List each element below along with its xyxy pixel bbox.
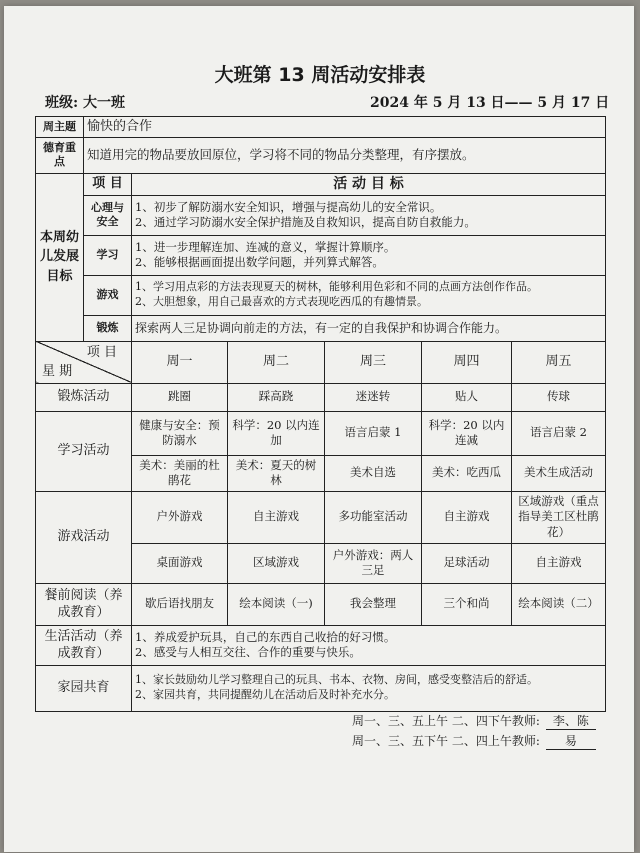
exercise-cell: 贴人 (422, 383, 512, 411)
life-label: 生活活动（养成教育） (36, 625, 132, 665)
life-line: 2、感受与人相互交往、合作的重要与快乐。 (135, 645, 361, 660)
day-header: 周五 (512, 341, 606, 383)
goal-row (36, 235, 606, 275)
learning-cell: 健康与安全：预防溺水 (132, 411, 228, 455)
goal-line: 2、大胆想象，用自己最喜欢的方式表现吃西瓜的有趣情景。 (135, 295, 428, 309)
reading-cell: 歇后语找朋友 (132, 583, 228, 625)
goal-line: 1、进一步理解连加、连减的意义，掌握计算顺序。 (135, 239, 396, 254)
goals-section-text: 本周幼儿发展目标 (39, 229, 79, 284)
week-theme-row (36, 117, 606, 138)
learning-cell: 美术自选 (325, 455, 422, 491)
learning-cell: 美术生成活动 (512, 455, 606, 491)
games-label: 游戏活动 (36, 491, 132, 583)
corner-bottom: 星 期 (42, 364, 73, 379)
signature-name: 李、陈 (546, 712, 596, 730)
exercise-row (36, 383, 606, 411)
reading-cell: 我会整理 (325, 583, 422, 625)
goal-line: 1、初步了解防溺水安全知识，增强与提高幼儿的安全常识。 (135, 199, 442, 214)
goal-row (36, 195, 606, 235)
games-cell: 自主游戏 (422, 491, 512, 543)
goal-lines (132, 235, 606, 275)
home-line: 1、家长鼓励幼儿学习整理自己的玩具、书本、衣物、房间，感受变整洁后的舒适。 (135, 673, 538, 687)
goal-label: 心理与安全 (84, 195, 132, 235)
goal-line: 探索两人三足协调向前走的方法，有一定的自我保护和协调合作能力。 (132, 315, 606, 341)
games-row (36, 491, 606, 543)
home-lines (132, 665, 606, 711)
games-cell: 区域游戏 (228, 543, 325, 583)
goal-label: 锻炼 (84, 315, 132, 341)
exercise-cell: 传球 (512, 383, 606, 411)
moral-label: 德育重点 (36, 137, 84, 173)
exercise-cell: 踩高跷 (228, 383, 325, 411)
date-range: 2024 年 5 月 13 日—— 5 月 17 日 (370, 95, 610, 111)
goals-header-row (36, 173, 606, 195)
life-row (36, 625, 606, 665)
signature-text: 周一、三、五下午 二、四上午教师: (352, 734, 540, 748)
home-row (36, 665, 606, 711)
moral-row (36, 137, 606, 173)
signature-text: 周一、三、五上午 二、四下午教师: (352, 714, 540, 728)
goal-lines (132, 275, 606, 315)
games-cell: 多功能室活动 (325, 491, 422, 543)
home-line: 2、家园共育，共同提醒幼儿在活动后及时补充水分。 (135, 688, 395, 702)
learning-cell: 科学：20 以内连加 (228, 411, 325, 455)
day-header: 周一 (132, 341, 228, 383)
goal-line: 1、学习用点彩的方法表现夏天的树林，能够利用色彩和不同的点画方法创作作品。 (135, 280, 538, 294)
learning-label: 学习活动 (36, 411, 132, 491)
reading-cell: 绘本阅读（一) (228, 583, 325, 625)
exercise-cell: 跳圈 (132, 383, 228, 411)
signature-line (352, 732, 596, 750)
goal-line: 2、能够根据画面提出数学问题，并列算式解答。 (135, 255, 384, 270)
class-label: 班级: 大一班 (45, 95, 126, 111)
day-header: 周三 (325, 341, 422, 383)
signature-line (352, 712, 596, 730)
goal-label: 游戏 (84, 275, 132, 315)
corner-header (36, 341, 132, 383)
games-cell: 桌面游戏 (132, 543, 228, 583)
learning-row (36, 411, 606, 455)
exercise-label: 锻炼活动 (36, 383, 132, 411)
learning-cell: 美术：夏天的树林 (228, 455, 325, 491)
goal-row (36, 275, 606, 315)
learning-cell: 语言启蒙 1 (325, 411, 422, 455)
reading-cell: 三个和尚 (422, 583, 512, 625)
exercise-cell: 迷迷转 (325, 383, 422, 411)
games-cell: 区域游戏（重点指导美工区杜鹃花） (512, 491, 606, 543)
page-title: 大班第 13 周活动安排表 (214, 64, 426, 86)
games-cell: 户外游戏：两人三足 (325, 543, 422, 583)
goal-line: 2、通过学习防溺水安全保护措施及自救知识，提高自防自救能力。 (135, 215, 476, 230)
signature-name: 易 (546, 732, 596, 750)
day-header: 周二 (228, 341, 325, 383)
reading-label: 餐前阅读（养成教育） (36, 583, 132, 625)
goal-row (36, 315, 606, 341)
games-cell: 户外游戏 (132, 491, 228, 543)
day-header: 周四 (422, 341, 512, 383)
games-cell: 足球活动 (422, 543, 512, 583)
moral-value: 知道用完的物品要放回原位，学习将不同的物品分类整理，有序摆放。 (84, 137, 606, 173)
learning-cell: 科学：20 以内连减 (422, 411, 512, 455)
games-cell: 自主游戏 (228, 491, 325, 543)
learning-cell: 美术：吃西瓜 (422, 455, 512, 491)
reading-row (36, 583, 606, 625)
week-theme-value: 愉快的合作 (84, 117, 606, 138)
schedule-header-row (36, 341, 606, 383)
games-cell: 自主游戏 (512, 543, 606, 583)
schedule-table (35, 116, 606, 712)
learning-cell: 美术：美丽的杜鹃花 (132, 455, 228, 491)
corner-top: 项 目 (86, 344, 117, 360)
goal-lines (132, 195, 606, 235)
home-label: 家园共育 (36, 665, 132, 711)
reading-cell: 绘本阅读（二） (512, 583, 606, 625)
life-lines (132, 625, 606, 665)
life-line: 1、养成爱护玩具，自己的东西自己收拾的好习惯。 (135, 629, 396, 644)
goals-section-label (36, 173, 84, 341)
learning-cell: 语言启蒙 2 (512, 411, 606, 455)
week-theme-label: 周主题 (36, 117, 84, 138)
goals-goal-header: 活 动 目 标 (132, 173, 606, 195)
goal-label: 学习 (84, 235, 132, 275)
goals-item-header: 项 目 (84, 173, 132, 195)
